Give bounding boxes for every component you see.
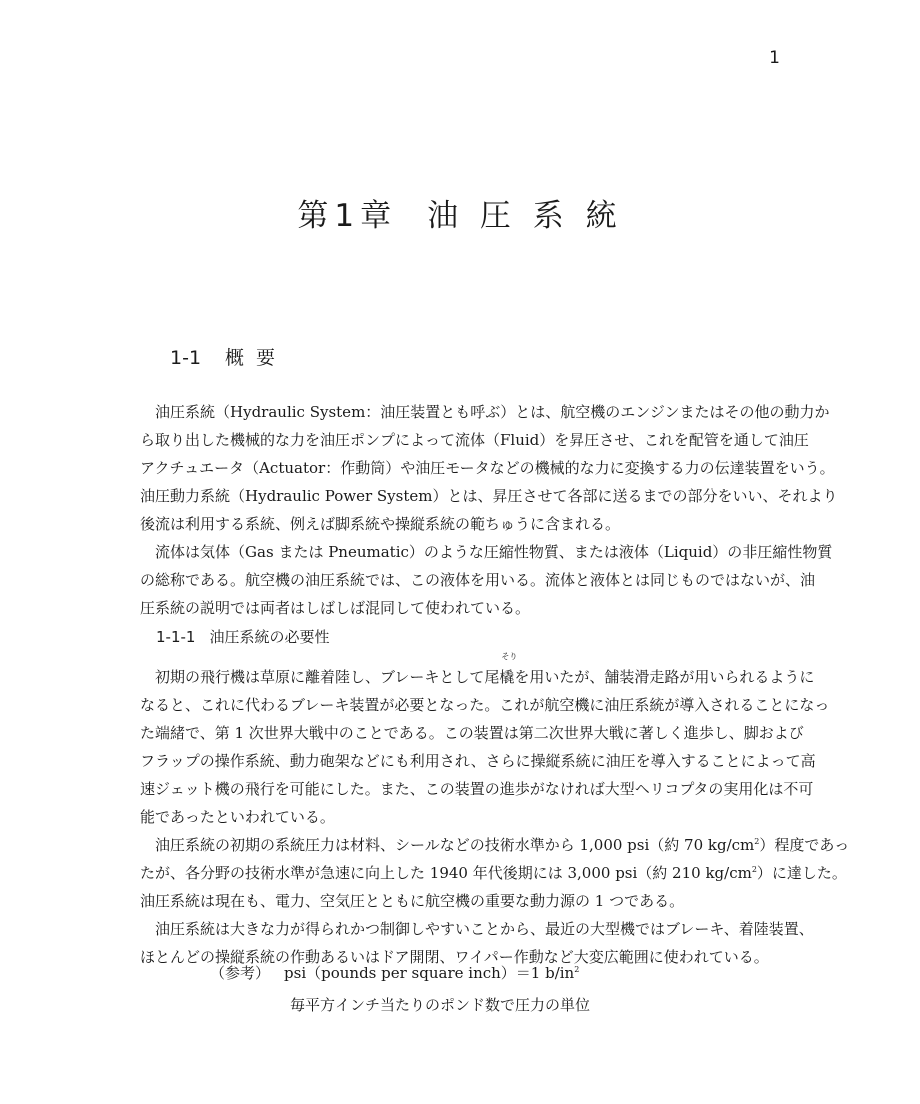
term-hydraulic-system: 油圧系統 (155, 403, 216, 421)
text-line: 能であったといわれている。 (140, 808, 335, 826)
text-line: た端緒で、第 1 次世界大戦中のことである。この装置は第二次世界大戦に著しく進歩し、脚および (140, 724, 804, 742)
text-line: たが、各分野の技術水準が急速に向上した 1940 年代後期には 3,000 psi（約 210 $kg/cm^2$）に達した。 (140, 864, 847, 882)
term-fluid: 流体 (155, 543, 186, 561)
text-line: の総称である。航空機の油圧系統では、この液体を用いる。流体と液体とは同じものではないが、油 (140, 571, 816, 589)
reference-note: （参考） psi（pounds per square inch）＝1 $b/in^2$ (210, 964, 580, 982)
intro-text (140, 398, 838, 622)
term-gas: 気体 (200, 543, 231, 561)
text-line: 油圧系統（Hydraulic System：油圧装置とも呼ぶ）とは、航空機のエンジンまたはその他の動力か (155, 403, 830, 421)
text-line: 油圧系統は現在も、電力、空気圧とともに航空機の重要な動力源の 1 つである。 (140, 892, 685, 910)
section-number: 1-1 (170, 347, 202, 369)
chapter-number: 第1章 (297, 198, 398, 234)
reference-explanation: 毎平方インチ当たりのポンド数で圧力の単位 (290, 996, 591, 1014)
text-line: なると、これに代わるブレーキ装置が必要となった。これが航空機に油圧系統が導入されることになっ (140, 696, 830, 714)
section-heading (170, 343, 287, 370)
subsection-number: 1-1-1 (156, 628, 196, 646)
text-line: 圧系統の説明では両者はしばしば混同して使われている。 (140, 599, 531, 617)
text-line: 速ジェット機の飛行を可能にした。また、この装置の進歩がなければ大型ヘリコプタの実用化は不可 (140, 780, 814, 798)
text-line: 油圧系統は大きな力が得られかつ制御しやすいことから、最近の大型機ではブレーキ、着陸装置、 (155, 920, 814, 938)
page-number: 1 (769, 48, 780, 68)
text-line: 初期の飛行機は草原に離着陸し、ブレーキとして尾 そり 橇を用いたが、舗装滑走路が用いられるように (140, 663, 790, 691)
ruby-reading: そり (501, 652, 518, 661)
term-hydraulic-power-system: 油圧動力系統 (140, 487, 231, 505)
text-line: 後流は利用する系統、例えば脚系統や操縦系統の範ちゅうに含まれる。 (140, 515, 621, 533)
chapter-name: 油 圧 系 統 (427, 198, 623, 234)
subsection-heading (156, 626, 329, 647)
text-line: アクチュエータ（Actuator：作動筒）や油圧モータなどの機械的な力に変換する力の伝達装置をいう。 (140, 459, 835, 477)
subsection-name: 油圧系統の必要性 (209, 628, 330, 646)
text-line: ら取り出した機械的な力を油圧ポンプによって流体（Fluid）を昇圧させ、これを配管を通して油圧 (140, 431, 809, 449)
psi-definition: psi（pounds per square inch）＝1 b/in (284, 964, 575, 982)
text-line: 油圧動力系統（Hydraulic Power System）とは、昇圧させて各部に送るまでの部分をいい、それより (140, 487, 838, 505)
chapter-title (0, 190, 920, 235)
term-liquid: 液体 (590, 571, 621, 589)
text-line: フラップの操作系統、動力砲架などにも利用され、さらに操縦系統に油圧を導入することによって高 (140, 752, 816, 770)
necessity-text (140, 652, 850, 971)
reference-label: （参考） (210, 964, 271, 982)
text-line: 流体は気体（Gas または Pneumatic）のような圧縮性物質、または液体（Liquid）の非圧縮性物質 (155, 543, 833, 561)
text-line: ほとんどの操縦系統の作動あるいはドア開閉、ワイパー作動など大変広範囲に使われている。 (140, 948, 769, 966)
ruby-annotation (499, 652, 518, 691)
ruby-base: 橇 (499, 668, 515, 686)
text-line: 油圧系統の初期の系統圧力は材料、シールなどの技術水準から 1,000 psi（約 70 $kg/cm^2$）程度であっ (155, 836, 850, 854)
section-name: 概要 (225, 347, 288, 369)
